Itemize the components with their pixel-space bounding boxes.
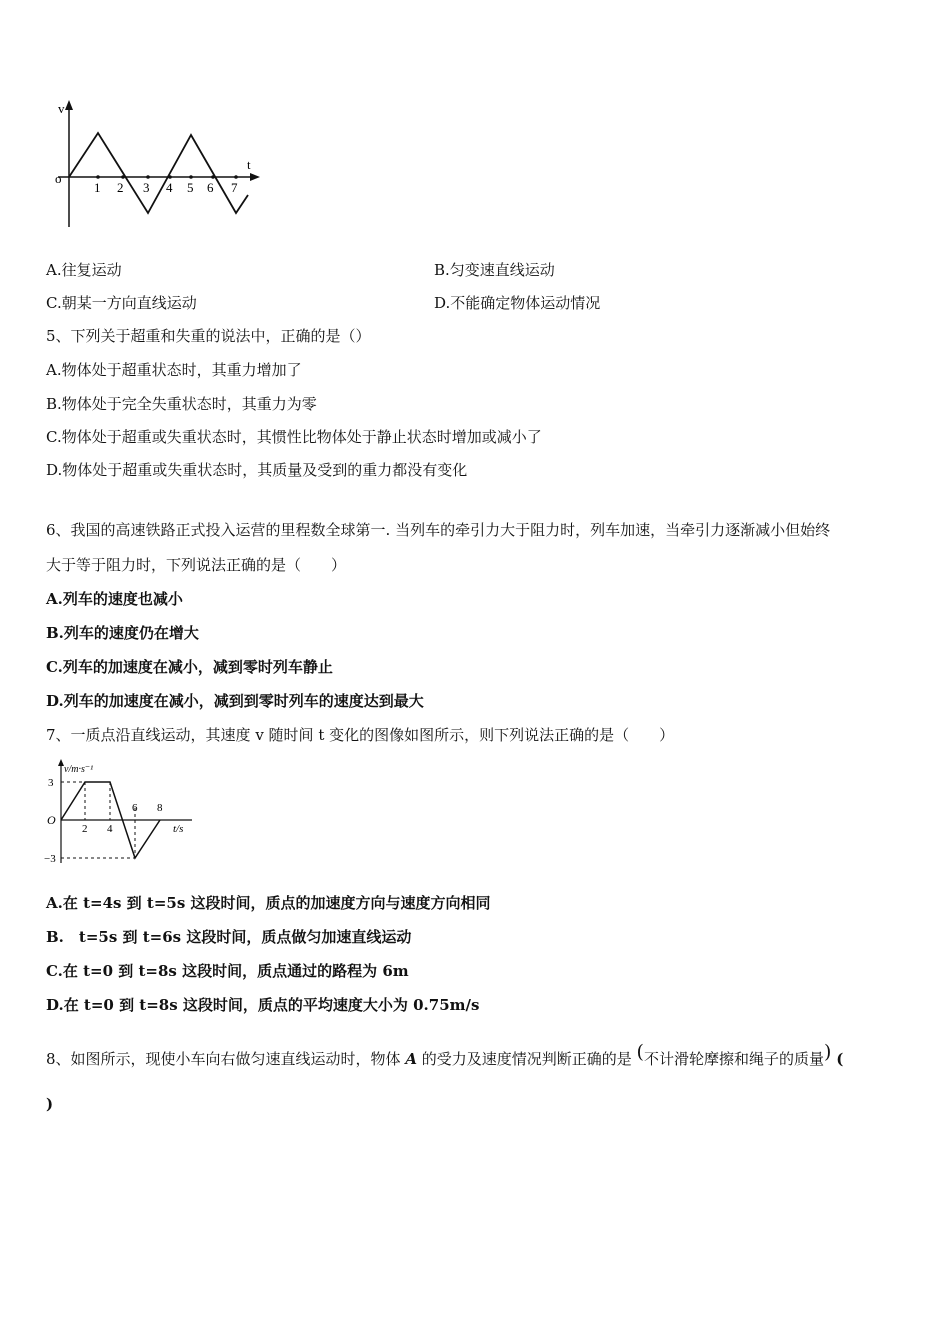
- q4-tick-label: 4: [166, 180, 173, 195]
- q4-vt-graph: [50, 95, 275, 235]
- q4-tick-dot: [234, 175, 238, 179]
- q8-paren-close: ): [823, 1041, 832, 1063]
- q4-tick-dot: [96, 175, 100, 179]
- q7-x-tick: 8: [157, 802, 163, 814]
- q7-y-label: v/m·s⁻¹: [64, 764, 94, 775]
- q4-tick-dot: [146, 175, 150, 179]
- q4-option-d: D.不能确定物体运动情况: [434, 294, 601, 312]
- q4-tick-dot: [168, 175, 172, 179]
- q4-velocity-line: [69, 133, 248, 213]
- q8-stem: [46, 1042, 843, 1069]
- q4-tick-label: 2: [117, 180, 124, 195]
- q8-stem-main: 8、如图所示，现使小车向右做匀速直线运动时，物体: [46, 1050, 401, 1068]
- q5-option-d: D.物体处于超重或失重状态时，其质量及受到的重力都没有变化: [46, 461, 468, 479]
- q4-option-a: A.往复运动: [46, 261, 122, 279]
- q6-option-d: D.列车的加速度在减小，减到到零时列车的速度达到最大: [46, 692, 424, 710]
- q4-origin-label: o: [55, 171, 62, 186]
- q7-x-tick: 2: [82, 823, 88, 835]
- q7-origin-label: O: [47, 813, 56, 827]
- q6-option-c: C.列车的加速度在减小，减到零时列车静止: [46, 658, 333, 676]
- q8-paren-open: (: [636, 1041, 644, 1063]
- q7-option-b: B. t=5s 到 t=6s 这段时间，质点做匀加速直线运动: [46, 928, 412, 946]
- q4-tick-dot: [189, 175, 193, 179]
- q5-option-c: C.物体处于超重或失重状态时，其惯性比物体处于静止状态时增加或减小了: [46, 428, 542, 446]
- q7-vt-graph: [42, 758, 202, 868]
- q5-option-a: A.物体处于超重状态时，其重力增加了: [46, 361, 302, 379]
- q4-x-label: t: [247, 157, 251, 172]
- q8-stem-tail: (: [836, 1050, 844, 1068]
- q4-tick-label: 7: [231, 180, 238, 195]
- q4-option-c: C.朝某一方向直线运动: [46, 294, 197, 312]
- q4-tick-dot: [121, 175, 125, 179]
- q7-option-d: D.在 t=0 到 t=8s 这段时间，质点的平均速度大小为 0.75m/s: [46, 996, 480, 1014]
- q7-x-tick: 6: [132, 802, 138, 814]
- q4-tick-label: 1: [94, 180, 101, 195]
- q7-x-label: t/s: [173, 823, 184, 835]
- q6-stem-line1: 6、我国的高速铁路正式投入运营的里程数全球第一. 当列车的牵引力大于阻力时，列车加速，当牵引力逐渐减小但始终: [46, 521, 831, 539]
- q4-x-axis-arrow: [250, 173, 260, 181]
- q4-y-label: v: [58, 101, 65, 116]
- q4-y-axis-arrow: [65, 100, 73, 110]
- q5-option-b: B.物体处于完全失重状态时，其重力为零: [46, 395, 317, 413]
- q4-tick-dot: [211, 175, 215, 179]
- q4-tick-label: 5: [187, 180, 194, 195]
- q7-stem: 7、一质点沿直线运动，其速度 v 随时间 t 变化的图像如图所示，则下列说法正确的是（ ）: [46, 726, 675, 744]
- q7-y-tick-neg: −3: [44, 853, 56, 865]
- q8-stem-line2: ): [46, 1095, 54, 1113]
- q7-y-tick-pos: 3: [48, 777, 54, 789]
- q6-option-a: A.列车的速度也减小: [46, 590, 183, 608]
- q7-option-c: C.在 t=0 到 t=8s 这段时间，质点通过的路程为 6m: [46, 962, 409, 980]
- q8-stem-var: A: [405, 1050, 417, 1068]
- q6-option-b: B.列车的速度仍在增大: [46, 624, 199, 642]
- q4-tick-label: 6: [207, 180, 214, 195]
- q6-stem-line2: 大于等于阻力时，下列说法正确的是（ ）: [46, 556, 347, 574]
- q5-stem: 5、下列关于超重和失重的说法中，正确的是（）: [46, 327, 371, 345]
- q4-option-b: B.匀变速直线运动: [434, 261, 555, 279]
- q8-paren-text: 不计滑轮摩擦和绳子的质量: [643, 1050, 824, 1068]
- q8-stem-cont: 的受力及速度情况判断正确的是: [421, 1050, 632, 1068]
- q7-x-tick: 4: [107, 823, 113, 835]
- q7-option-a: A.在 t=4s 到 t=5s 这段时间，质点的加速度方向与速度方向相同: [46, 894, 491, 912]
- q4-tick-label: 3: [143, 180, 150, 195]
